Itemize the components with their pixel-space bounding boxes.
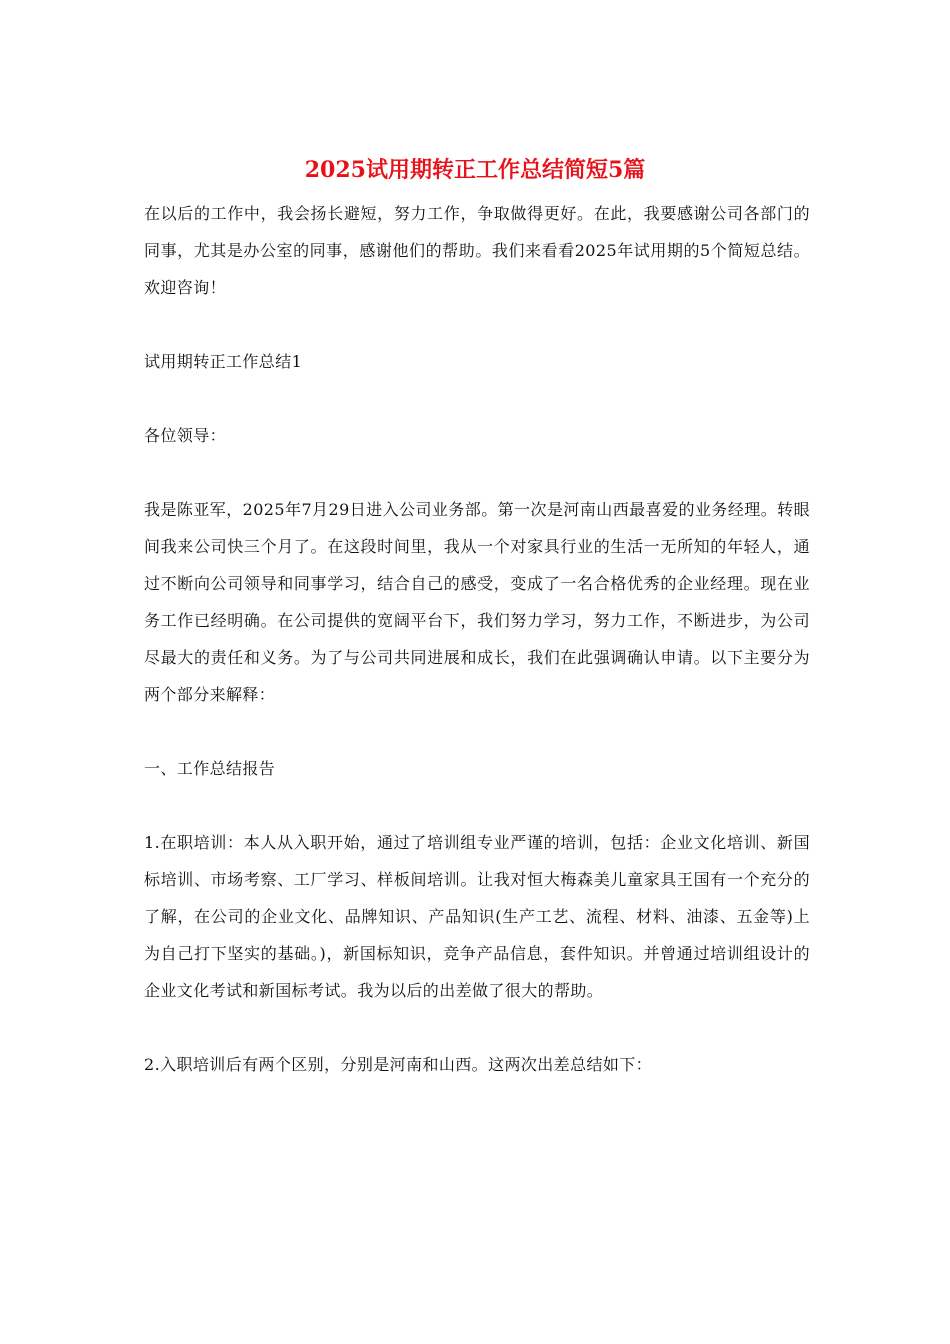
intro-paragraph: 在以后的工作中，我会扬长避短，努力工作，争取做得更好。在此，我要感谢公司各部门的同事，尤其是办公室的同事，感谢他们的帮助。我们来看看2025年试用期的5个简短总结。欢迎咨询！ — [144, 204, 810, 297]
section-heading-work-report: 一、工作总结报告 — [144, 759, 276, 778]
document-title: 2025试用期转正工作总结简短5篇 — [304, 157, 646, 183]
body-paragraph-business-trips: 2.入职培训后有两个区别，分别是河南和山西。这两次出差总结如下： — [144, 1055, 653, 1074]
body-paragraph-self-intro: 我是陈亚军，2025年7月29日进入公司业务部。第一次是河南山西最喜爱的业务经理。转眼间我来公司快三个月了。在这段时间里，我从一个对家具行业的生活一无所知的年轻人，通过不断向公司领导和同事学习，结合自己的感受，变成了一名合格优秀的企业经理。现在业务工作已经明确。在公司提供的宽阔平台下，我们努力学习，努力工作，不断进步，为公司尽最大的责任和义务。为了与公司共同进展和成长，我们在此强调确认申请。以下主要分为两个部分来解释： — [144, 500, 810, 704]
salutation: 各位领导： — [144, 426, 227, 445]
body-paragraph-training: 1.在职培训：本人从入职开始，通过了培训组专业严谨的培训，包括：企业文化培训、新国标培训、市场考察、工厂学习、样板间培训。让我对恒大梅森美儿童家具王国有一个充分的了解，在公司的企业文化、品牌知识、产品知识(生产工艺、流程、材料、油漆、五金等)上为自己打下坚实的基础。)，新国标知识，竞争产品信息，套件知识。并曾通过培训组设计的企业文化考试和新国标考试。我为以后的出差做了很大的帮助。 — [144, 833, 810, 1000]
section-heading-summary-1: 试用期转正工作总结1 — [144, 352, 303, 371]
document-body — [144, 195, 810, 1120]
